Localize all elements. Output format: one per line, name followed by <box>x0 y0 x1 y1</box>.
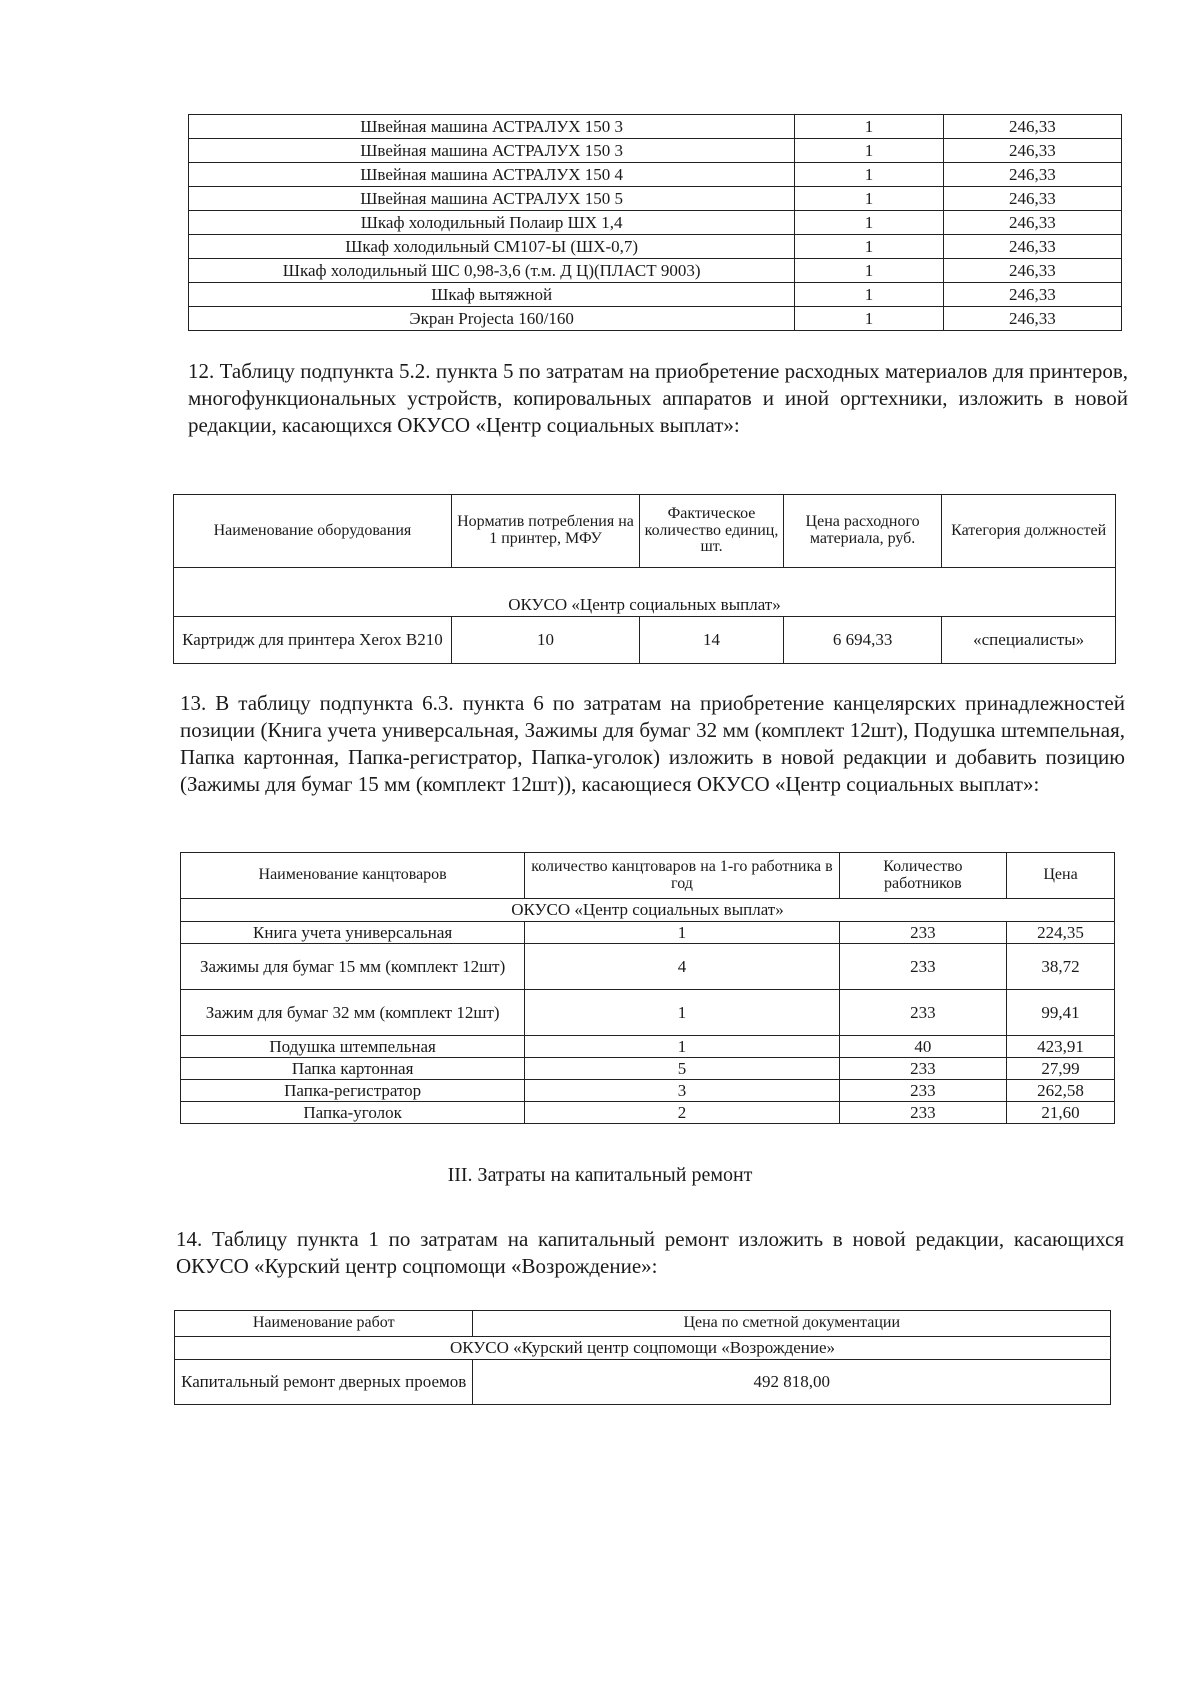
capital-repair-table <box>174 1310 1111 1405</box>
paragraph-14: 14. Таблицу пункта 1 по затратам на капитальный ремонт изложить в новой редакции, касающихся ОКУСО «Курский центр соцпомощи «Возрождение»: <box>176 1227 1124 1278</box>
column-header: Цена расходного материала, руб. <box>783 495 941 568</box>
org-row: ОКУСО «Центр социальных выплат» <box>174 568 1116 617</box>
section-heading: III. Затраты на капитальный ремонт <box>447 1164 753 1186</box>
table-row: Подушка штемпельная 1 40 423,91 <box>181 1036 1115 1058</box>
table-header-row <box>181 853 1115 899</box>
table-row: Швейная машина АСТРАЛУХ 150 4 1 246,33 <box>189 163 1122 187</box>
table-row: Шкаф холодильный ШС 0,98-3,6 (т.м. Д Ц)(ПЛАСТ 9003) 1 246,33 <box>189 259 1122 283</box>
table-row: Шкаф холодильный СМ107-Ы (ШХ-0,7) 1 246,33 <box>189 235 1122 259</box>
table-row: Зажимы для бумаг 15 мм (комплект 12шт) 4 233 38,72 <box>181 944 1115 990</box>
column-header: Цена по сметной документации <box>473 1311 1111 1337</box>
table-row: Шкаф холодильный Полаир ШХ 1,4 1 246,33 <box>189 211 1122 235</box>
table-row: Папка картонная 5 233 27,99 <box>181 1058 1115 1080</box>
consumables-table <box>173 494 1116 664</box>
org-row: ОКУСО «Центр социальных выплат» <box>181 899 1115 922</box>
column-header: Наименование оборудования <box>174 495 452 568</box>
column-header: количество канцтоваров на 1-го работника в год <box>525 853 839 899</box>
table-header-row <box>175 1311 1111 1337</box>
table-row: Шкаф вытяжной 1 246,33 <box>189 283 1122 307</box>
column-header: Фактическое количество единиц, шт. <box>640 495 784 568</box>
table-row: Капитальный ремонт дверных проемов 492 818,00 <box>175 1360 1111 1405</box>
table-header-row <box>174 495 1116 568</box>
table-row: Книга учета универсальная 1 233 224,35 <box>181 922 1115 944</box>
equipment-table <box>188 114 1122 331</box>
table-row: Швейная машина АСТРАЛУХ 150 3 1 246,33 <box>189 139 1122 163</box>
paragraph-12: 12. Таблицу подпункта 5.2. пункта 5 по затратам на приобретение расходных материалов для принтеров, многофункциональных устройств, копировальных аппаратов и иной оргтехники, изложить в новой редакции, касающихся ОКУСО «Центр социальных выплат»: <box>188 359 1128 437</box>
table-row: Картридж для принтера Xerox B210 10 14 6 694,33 «специалисты» <box>174 617 1116 664</box>
stationery-table <box>180 852 1115 1124</box>
column-header: Наименование работ <box>175 1311 473 1337</box>
org-row: ОКУСО «Курский центр соцпомощи «Возрождение» <box>175 1337 1111 1360</box>
table-row: Швейная машина АСТРАЛУХ 150 5 1 246,33 <box>189 187 1122 211</box>
column-header: Наименование канцтоваров <box>181 853 525 899</box>
table-row: Папка-регистратор 3 233 262,58 <box>181 1080 1115 1102</box>
column-header: Норматив потребления на 1 принтер, МФУ <box>451 495 639 568</box>
table-row: Папка-уголок 2 233 21,60 <box>181 1102 1115 1124</box>
column-header: Количество работников <box>839 853 1006 899</box>
paragraph-13: 13. В таблицу подпункта 6.3. пункта 6 по затратам на приобретение канцелярских принадлежностей позиции (Книга учета универсальная, Зажимы для бумаг 32 мм (комплект 12шт), Подушка штемпельная, Папка картонная, Папка-регистратор, Папка-уголок) изложить в новой редакции и добавить позицию (Зажимы для бумаг 15 мм (комплект 12шт)), касающиеся ОКУСО «Центр социальных выплат»: <box>180 691 1125 796</box>
table-row: Зажим для бумаг 32 мм (комплект 12шт) 1 233 99,41 <box>181 990 1115 1036</box>
table-row: Швейная машина АСТРАЛУХ 150 3 1 246,33 <box>189 115 1122 139</box>
column-header: Цена <box>1007 853 1115 899</box>
table-row: Экран Projecta 160/160 1 246,33 <box>189 307 1122 331</box>
column-header: Категория должностей <box>942 495 1116 568</box>
